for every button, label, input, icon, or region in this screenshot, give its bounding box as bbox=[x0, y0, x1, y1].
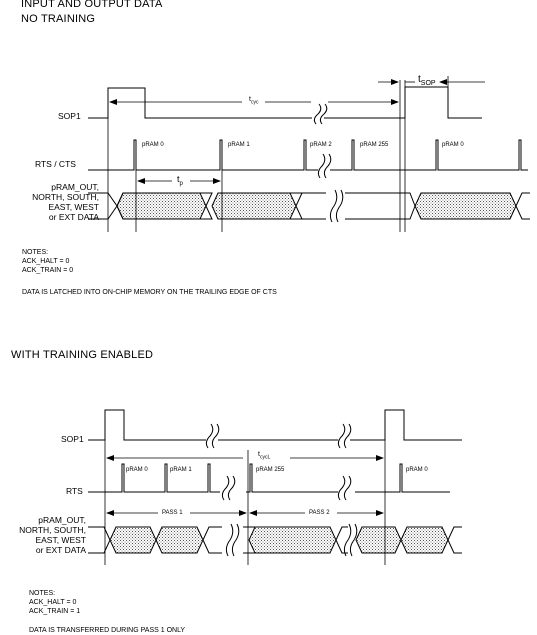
top-data-signal-label bbox=[32, 182, 99, 222]
top-diagram-subtitle: NO TRAINING bbox=[21, 13, 96, 25]
bottom-data-signal-label bbox=[19, 515, 86, 555]
top-data-label-line-1: pRAM_OUT, bbox=[51, 182, 99, 192]
bottom-rts-label: RTS bbox=[66, 486, 83, 496]
bottom-sop1-waveform bbox=[88, 410, 462, 440]
top-data-label-line-2: NORTH, SOUTH, bbox=[32, 192, 99, 202]
bottom-pulse-label: pRAM 0 bbox=[126, 467, 148, 473]
top-notes-line-2: ACK_TRAIN = 0 bbox=[22, 267, 74, 274]
top-pulse-label: pRAM 0 bbox=[142, 142, 164, 148]
bottom-pulse-label: pRAM 0 bbox=[406, 467, 428, 473]
bottom-data-label-line-3: EAST, WEST bbox=[35, 535, 86, 545]
top-diagram-title: INPUT AND OUTPUT DATA bbox=[21, 0, 163, 10]
top-tp-label: $t_p$ bbox=[177, 174, 183, 187]
top-pulse-label: pRAM 1 bbox=[228, 142, 250, 148]
bottom-data-label-line-2: NORTH, SOUTH, bbox=[19, 525, 86, 535]
top-sop1-break-icon bbox=[314, 104, 326, 124]
top-pulse-label: pRAM 2 bbox=[310, 142, 332, 148]
bottom-pulse-label: pRAM 255 bbox=[256, 467, 285, 473]
bottom-pass2-label: PASS 2 bbox=[309, 510, 330, 516]
bottom-data-bus bbox=[88, 527, 462, 553]
top-tsop-label: $t_{SOP}$ bbox=[418, 74, 436, 87]
top-notes-line-1: ACK_HALT = 0 bbox=[22, 258, 70, 265]
top-rts-cts-label: RTS / CTS bbox=[35, 159, 76, 169]
bottom-pass1-label: PASS 1 bbox=[162, 510, 183, 516]
top-rts-break-icon bbox=[318, 154, 330, 178]
bottom-notes-line-1: ACK_HALT = 0 bbox=[29, 599, 77, 606]
top-tcyc-label: $t_{cyc}$ bbox=[249, 96, 259, 106]
top-sop1-label: SOP1 bbox=[58, 111, 81, 121]
bottom-pulse-label: pRAM 1 bbox=[170, 467, 192, 473]
top-notes-header: NOTES: bbox=[22, 249, 49, 256]
bottom-rts-break-icon bbox=[222, 476, 350, 500]
top-pulse-label: pRAM 0 bbox=[442, 142, 464, 148]
top-data-break-icon bbox=[330, 190, 342, 222]
bottom-sop1-break-icon bbox=[206, 424, 350, 448]
top-notes-footer: DATA IS LATCHED INTO ON-CHIP MEMORY ON THE TRAILING EDGE OF CTS bbox=[22, 289, 277, 296]
bottom-notes-line-2: ACK_TRAIN = 1 bbox=[29, 608, 81, 615]
top-data-label-line-3: EAST, WEST bbox=[48, 202, 99, 212]
bottom-notes-footer: DATA IS TRANSFERRED DURING PASS 1 ONLY bbox=[29, 627, 186, 634]
top-sop1-waveform bbox=[88, 87, 482, 118]
top-data-bus bbox=[88, 193, 530, 219]
bottom-diagram-title: WITH TRAINING ENABLED bbox=[11, 349, 154, 361]
bottom-data-label-line-4: or EXT DATA bbox=[35, 545, 86, 555]
bottom-data-label-line-1: pRAM_OUT, bbox=[38, 515, 86, 525]
bottom-notes-header: NOTES: bbox=[29, 590, 56, 597]
top-data-label-line-4: or EXT DATA bbox=[48, 212, 99, 222]
bottom-sop1-label: SOP1 bbox=[61, 434, 84, 444]
top-pulse-label: pRAM 255 bbox=[360, 142, 389, 148]
bottom-tcycl-label: $t_{cycL}$ bbox=[258, 451, 271, 461]
